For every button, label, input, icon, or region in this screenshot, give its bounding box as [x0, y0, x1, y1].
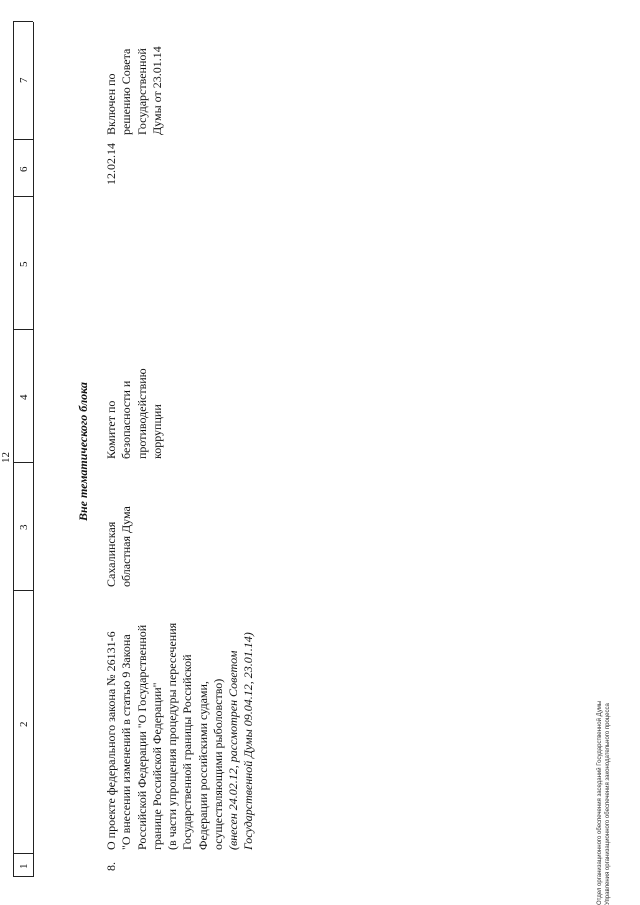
committee: Комитет по безопасности и противодействию коррупции: [104, 368, 164, 459]
column-divider: [13, 21, 33, 22]
column-number: 7: [18, 77, 30, 83]
row-number: 8.: [104, 862, 118, 871]
column-divider: [13, 139, 33, 140]
page-number: 12: [0, 452, 12, 463]
initiator: Сахалинская областная Дума: [104, 506, 134, 587]
column-number: 1: [18, 863, 30, 869]
column-number: 4: [18, 394, 30, 400]
footer: [596, 701, 612, 905]
header-bottom-border: [33, 22, 34, 877]
column-divider: [13, 876, 33, 877]
bill-note: (внесен 24.02.12, рассмотрен Советом Государственной Думы 09.04.12, 23.01.14): [226, 632, 256, 850]
column-divider: [13, 462, 33, 463]
column-number: 3: [18, 524, 30, 530]
date: 12.02.14: [104, 143, 118, 185]
column-number: 6: [18, 166, 30, 172]
column-number: 2: [18, 721, 30, 727]
footer-line: Управления организационного обеспечения законодательного процесса: [605, 703, 611, 905]
bill-title: О проекте федерального закона № 26131-6 "О внесении изменений в статью 9 Закона Российской Федерации "О Государственной границе Российской Федерации" (в части упрощения процедуры пересечения Государственной границы Российской Федерации российскими судами, осуществляющими рыболовство): [104, 622, 226, 850]
footer-line: Отдел организационного обеспечения заседаний Государственной Думы: [597, 700, 603, 905]
header-top-border: [13, 22, 14, 877]
column-divider: [13, 196, 33, 197]
column-number: 5: [18, 261, 30, 267]
column-divider: [13, 853, 33, 854]
column-divider: [13, 590, 33, 591]
column-divider: [13, 329, 33, 330]
block-title: Вне тематического блока: [76, 382, 90, 521]
status: Включен по решению Совета Государственной Думы от 23.01.14: [104, 46, 164, 135]
